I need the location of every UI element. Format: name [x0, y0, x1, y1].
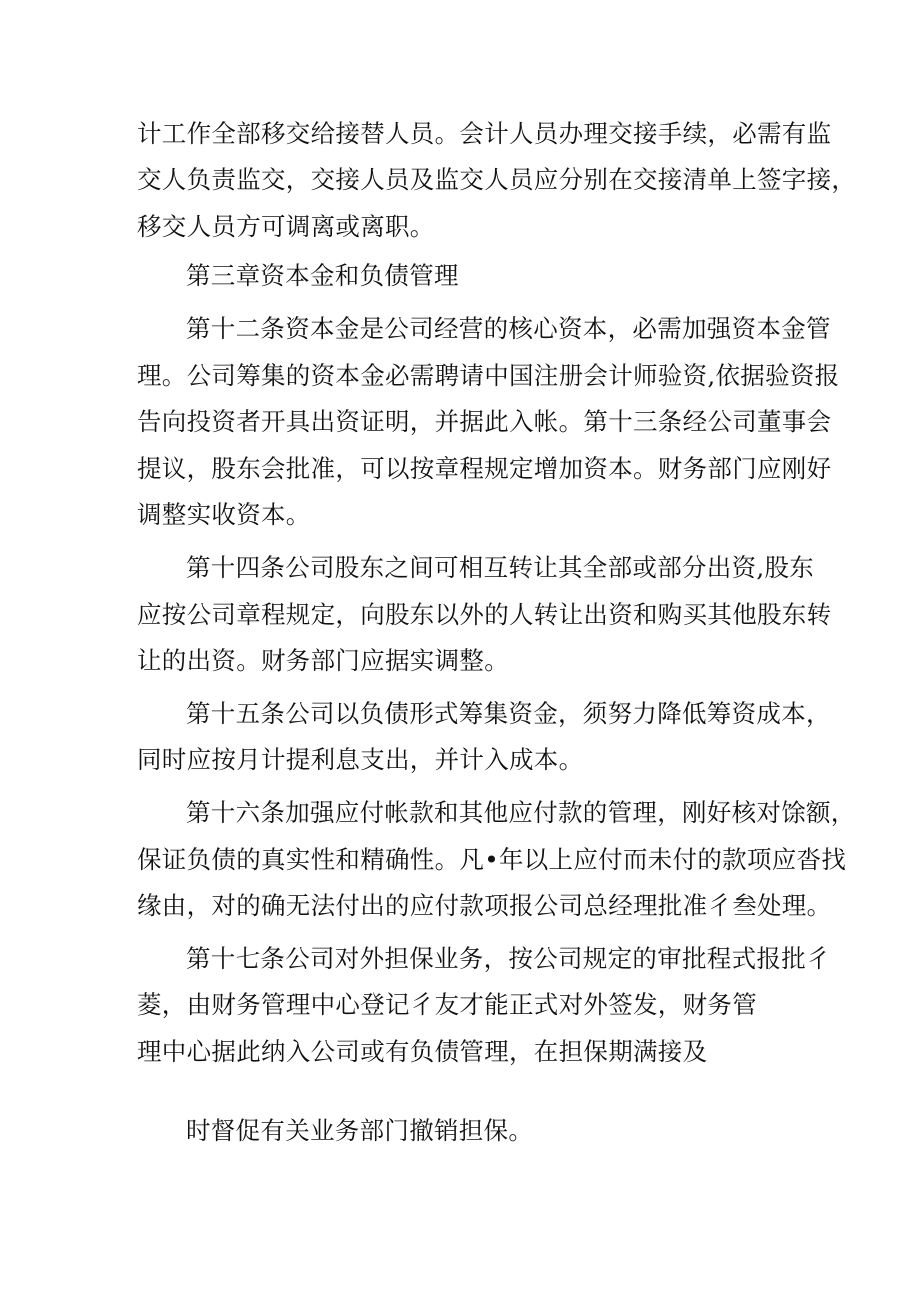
text-line: 提议，股东会批准，可以按章程规定增加资本。财务部门应刚好 [137, 454, 832, 483]
text-line: 理中心据此纳入公司或有负债管理，在担保期满接及 [137, 1037, 708, 1066]
chapter-heading: 第三章资本金和负债管理 [186, 261, 459, 290]
text-line: 同时应按月计提利息支出，并计入成本。 [137, 745, 584, 774]
text-line: 移交人员方可调离或离职。 [137, 212, 435, 241]
text-line: 第十二条资本金是公司经营的核心资本，必需加强资本金管 [186, 314, 831, 343]
text-line: 菱，由财务管理中心登记彳友才能正式对外签发，财务管 [137, 990, 757, 1019]
text-line: 计工作全部移交给接替人员。会计人员办理交接手续，必需有监 [137, 119, 832, 148]
text-line: 第十六条加强应付帐款和其他应付款的管理，刚好核对馀额， [186, 798, 856, 827]
text-line: 交人负责监交，交接人员及监交人员应分别在交接清单上签字接， [137, 165, 857, 194]
text-line: 告向投资者开具出资证明，并据此入帐。第十三条经公司董事会 [137, 407, 832, 436]
text-line: 缘由，对的确无法付出的应付款项报公司总经理批准彳叁处理。 [137, 891, 832, 920]
text-line: 保证负债的真实性和精确性。凡•年以上应付而未付的款项应沓找 [137, 845, 847, 874]
text-line: 理。公司筹集的资本金必需聘请中国注册会计师验资,依据验资报 [137, 361, 840, 390]
text-line: 时督促有关业务部门撤销担保。 [186, 1116, 534, 1145]
text-line: 第十七条公司对外担保业务，按公司规定的审批程式报批彳 [186, 944, 831, 973]
text-line: 第十四条公司股东之间可相互转让其全部或部分出资,股东 [186, 553, 815, 582]
text-line: 调整实收资本。 [137, 500, 311, 529]
text-line: 应按公司章程规定，向股东以外的人转让出资和购买其他股东转 [137, 600, 832, 629]
text-line: 第十五条公司以负债形式筹集资金，须努力降低筹资成本， [186, 699, 831, 728]
text-line: 让的出资。财务部门应据实调整。 [137, 646, 509, 675]
